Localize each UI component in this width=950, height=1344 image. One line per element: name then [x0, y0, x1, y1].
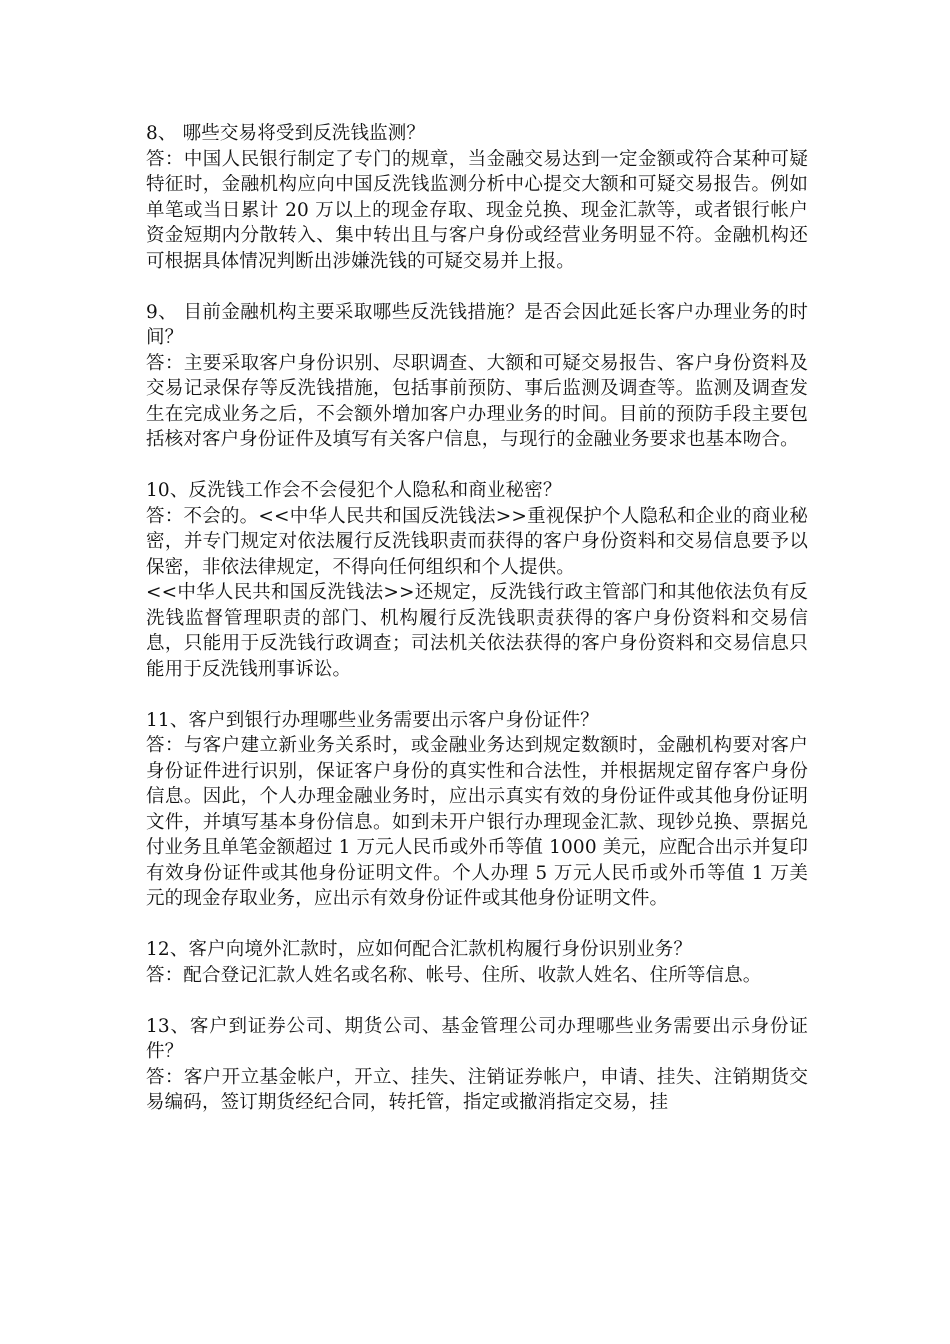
answer-10-continued: <<中华人民共和国反洗钱法>>还规定，反洗钱行政主管部门和其他依法负有反洗钱监督管理职责的部门、机构履行反洗钱职责获得的客户身份资料和交易信息，只能用于反洗钱行政调查；司法机关依法获得的客户身份资料和交易信息只能用于反洗钱刑事诉讼。 [146, 582, 808, 680]
answer-10: 答：不会的。<<中华人民共和国反洗钱法>>重视保护个人隐私和企业的商业秘密，并专门规定对依法履行反洗钱职责而获得的客户身份资料和交易信息要予以保密，非依法律规定，不得向任何组织和个人提供。 [146, 505, 808, 578]
document-body [146, 121, 808, 1141]
answer-11: 答：与客户建立新业务关系时，或金融业务达到规定数额时，金融机构要对客户身份证件进行识别，保证客户身份的真实性和合法性，并根据规定留存客户身份信息。因此，个人办理金融业务时，应出示真实有效的身份证件或其他身份证明文件，并填写基本身份信息。如到未开户银行办理现金汇款、现钞兑换、票据兑付业务且单笔金额超过 1 万元人民币或外币等值 1000 美元，应配合出示并复印有效身份证件或其他身份证明文件。个人办理 5 万元人民币或外币等值 1 万美元的现金存取业务，应出示有效身份证件或其他身份证明文件。 [146, 735, 809, 909]
question-10: 10、反洗钱工作会不会侵犯个人隐私和商业秘密？ [146, 480, 562, 501]
question-8: 8、 哪些交易将受到反洗钱监测？ [146, 123, 426, 144]
qa-item-10 [146, 478, 808, 682]
answer-8: 答：中国人民银行制定了专门的规章，当金融交易达到一定金额或符合某种可疑特征时，金融机构应向中国反洗钱监测分析中心提交大额和可疑交易报告。例如单笔或当日累计 20 万以上的现金存取、现金兑换、现金汇款等，或者银行帐户资金短期内分散转入、集中转出且与客户身份或经营业务明显不符。金融机构还可根据具体情况判断出涉嫌洗钱的可疑交易并上报。 [146, 148, 808, 272]
qa-item-13 [146, 1014, 808, 1116]
answer-9: 答：主要采取客户身份识别、尽职调查、大额和可疑交易报告、客户身份资料及交易记录保存等反洗钱措施，包括事前预防、事后监测及调查等。监测及调查发生在完成业务之后，不会额外增加客户办理业务的时间。目前的预防手段主要包括核对客户身份证件及填写有关客户信息，与现行的金融业务要求也基本吻合。 [146, 352, 808, 450]
qa-item-12 [146, 937, 808, 988]
answer-12: 答：配合登记汇款人姓名或名称、帐号、住所、收款人姓名、住所等信息。 [146, 964, 762, 986]
question-13: 13、客户到证券公司、期货公司、基金管理公司办理哪些业务需要出示身份证件？ [146, 1015, 808, 1062]
question-9: 9、 目前金融机构主要采取哪些反洗钱措施？是否会因此延长客户办理业务的时间？ [146, 301, 808, 348]
question-11: 11、客户到银行办理哪些业务需要出示客户身份证件？ [146, 709, 599, 731]
answer-13: 答：客户开立基金帐户，开立、挂失、注销证券帐户，申请、挂失、注销期货交易编码，签订期货经纪合同，转托管，指定或撤消指定交易，挂 [146, 1066, 808, 1113]
qa-item-9 [146, 300, 808, 453]
question-12: 12、客户向境外汇款时，应如何配合汇款机构履行身份识别业务？ [146, 939, 693, 960]
qa-item-8 [146, 121, 808, 274]
qa-item-11 [146, 708, 808, 912]
